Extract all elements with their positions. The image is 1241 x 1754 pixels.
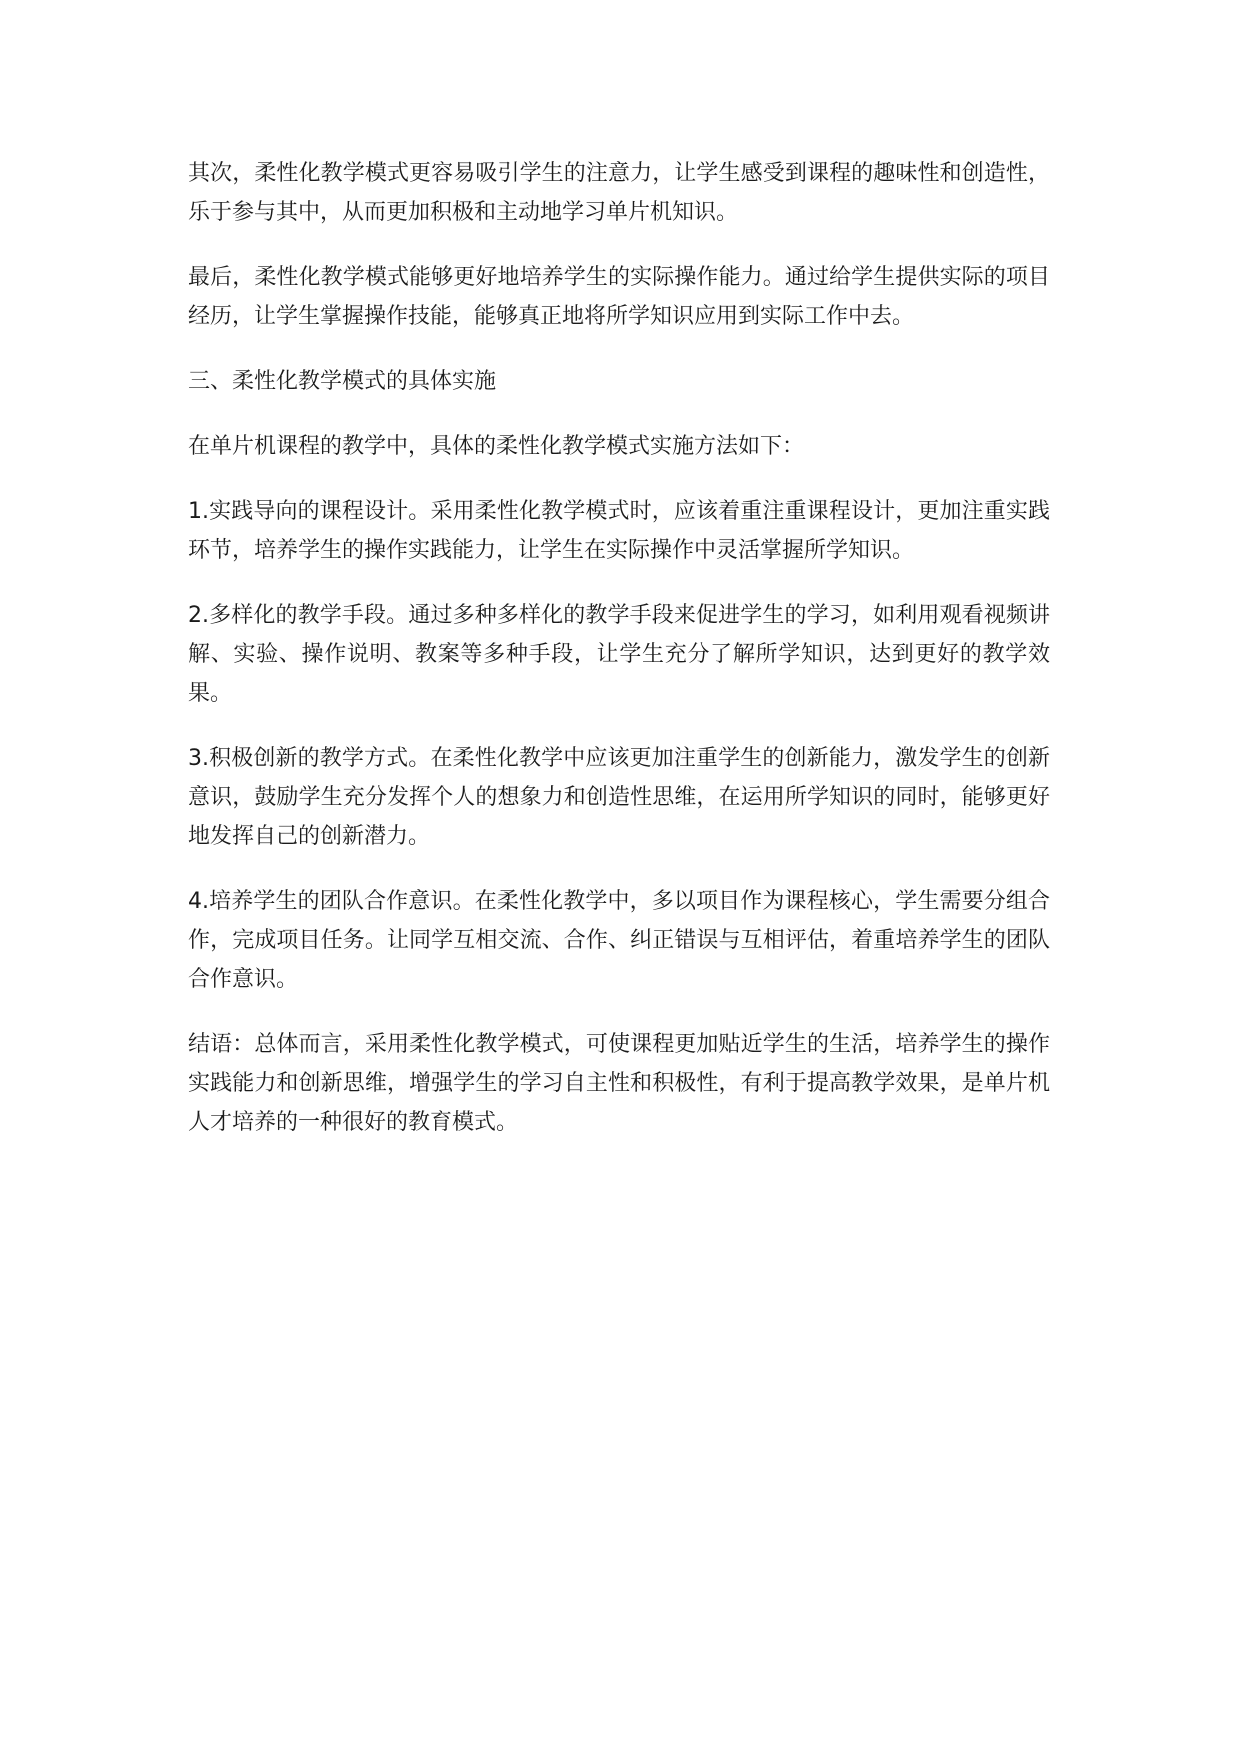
paragraph-attention: 其次，柔性化教学模式更容易吸引学生的注意力，让学生感受到课程的趣味性和创造性，乐于参与其中，从而更加积极和主动地学习单片机知识。 bbox=[188, 161, 1050, 225]
list-item-3: 3.积极创新的教学方式。在柔性化教学中应该更加注重学生的创新能力，激发学生的创新意识，鼓励学生充分发挥个人的想象力和创造性思维，在运用所学知识的同时，能够更好地发挥自己的创新潜力。 bbox=[188, 746, 1050, 849]
paragraph-conclusion: 结语：总体而言，采用柔性化教学模式，可使课程更加贴近学生的生活，培养学生的操作实践能力和创新思维，增强学生的学习自主性和积极性，有利于提高教学效果，是单片机人才培养的一种很好的教育模式。 bbox=[188, 1032, 1050, 1135]
paragraph-practical-ability: 最后，柔性化教学模式能够更好地培养学生的实际操作能力。通过给学生提供实际的项目经历，让学生掌握操作技能，能够真正地将所学知识应用到实际工作中去。 bbox=[188, 265, 1050, 329]
list-item-1: 1.实践导向的课程设计。采用柔性化教学模式时，应该着重注重课程设计，更加注重实践环节，培养学生的操作实践能力，让学生在实际操作中灵活掌握所学知识。 bbox=[188, 499, 1050, 563]
document-body bbox=[188, 154, 1050, 1168]
section-heading: 三、柔性化教学模式的具体实施 bbox=[188, 369, 497, 394]
list-item-4: 4.培养学生的团队合作意识。在柔性化教学中，多以项目作为课程核心，学生需要分组合作，完成项目任务。让同学互相交流、合作、纠正错误与互相评估，着重培养学生的团队合作意识。 bbox=[188, 889, 1050, 992]
paragraph-intro: 在单片机课程的教学中，具体的柔性化教学模式实施方法如下： bbox=[188, 434, 805, 459]
list-item-2: 2.多样化的教学手段。通过多种多样化的教学手段来促进学生的学习，如利用观看视频讲解、实验、操作说明、教案等多种手段，让学生充分了解所学知识，达到更好的教学效果。 bbox=[188, 603, 1050, 706]
